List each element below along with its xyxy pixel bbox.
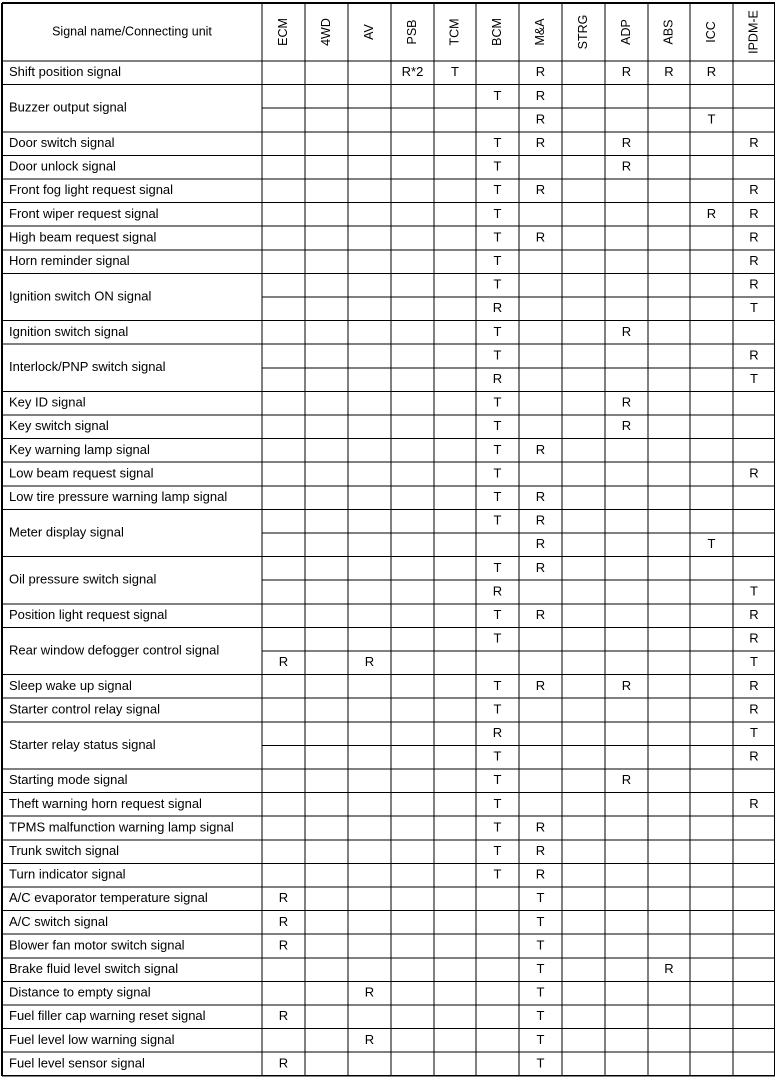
signal-cell-value: R — [278, 654, 289, 670]
signal-name: Key warning lamp signal — [9, 441, 150, 457]
signal-name: Low tire pressure warning lamp signal — [9, 489, 228, 505]
signal-cell-value: R — [749, 748, 759, 764]
signal-cell-value: T — [493, 866, 502, 882]
signal-cell-value: T — [536, 937, 545, 953]
signal-name: Front fog light request signal — [9, 182, 174, 198]
signal-cell-value: T — [493, 795, 502, 811]
signal-cell-value: R — [706, 64, 717, 80]
signal-cell-value: T — [493, 158, 502, 174]
signal-cell-value: R — [278, 890, 289, 906]
signal-cell-value: R — [492, 371, 503, 387]
signal-cell-value: R — [621, 677, 632, 693]
signal-name: Horn reminder signal — [9, 253, 130, 269]
signal-cell-value: R — [621, 64, 632, 80]
signal-cell-value: R — [621, 418, 632, 434]
signal-cell-value: T — [493, 205, 502, 221]
signal-cell-value: T — [750, 654, 758, 670]
signal-cell-value: R — [749, 701, 759, 717]
signal-cell-value: R — [535, 87, 546, 103]
signal-name: Blower fan motor switch signal — [9, 937, 185, 953]
column-header-ma: M&A — [532, 18, 547, 46]
signal-cell-value: T — [707, 536, 716, 552]
signal-cell-value: T — [493, 418, 502, 434]
signal-cell-value: T — [493, 135, 502, 151]
signal-cell-value: R — [535, 607, 546, 623]
signal-name: Shift position signal — [9, 64, 122, 80]
signal-name: Front wiper request signal — [9, 205, 159, 221]
signal-cell-value: R*2 — [401, 64, 424, 80]
column-header-av: AV — [361, 24, 376, 40]
signal-name: Trunk switch signal — [9, 843, 120, 859]
signal-cell-value: R — [492, 300, 503, 316]
signal-name: Starting mode signal — [9, 772, 128, 788]
signal-cell-value: R — [364, 984, 375, 1000]
signal-name: Interlock/PNP switch signal — [9, 359, 166, 375]
signal-name: A/C switch signal — [9, 913, 108, 929]
signal-name: Starter relay status signal — [9, 736, 156, 752]
signal-name: Fuel filler cap warning reset signal — [9, 1008, 206, 1024]
signal-cell-value: T — [750, 725, 758, 741]
signal-cell-value: T — [493, 394, 502, 410]
signal-cell-value: T — [536, 961, 545, 977]
signal-cell-value: R — [749, 135, 759, 151]
signal-cell-value: R — [364, 1031, 375, 1047]
signal-name: Meter display signal — [9, 524, 124, 540]
signal-cell-value: R — [535, 182, 546, 198]
signal-cell-value: R — [535, 489, 546, 505]
signal-name: Position light request signal — [9, 607, 168, 623]
signal-name: Fuel level sensor signal — [9, 1055, 145, 1071]
signal-cell-value: T — [493, 843, 502, 859]
signal-name: Door switch signal — [9, 135, 115, 151]
signal-name: Theft warning horn request signal — [9, 795, 202, 811]
signal-cell-value: R — [749, 253, 759, 269]
signal-cell-value: T — [750, 371, 758, 387]
signal-cell-value: R — [621, 323, 632, 339]
signal-cell-value: T — [750, 300, 758, 316]
signal-cell-value: R — [749, 182, 759, 198]
signal-cell-value: T — [493, 323, 502, 339]
signal-cell-value: R — [706, 205, 717, 221]
signal-name: Door unlock signal — [9, 158, 116, 174]
signal-cell-value: R — [535, 441, 546, 457]
signal-cell-value: T — [493, 748, 502, 764]
column-header-ipdme: IPDM-E — [746, 10, 761, 54]
signal-name: High beam request signal — [9, 229, 157, 245]
signal-cell-value: T — [493, 276, 502, 292]
signal-cell-value: R — [535, 677, 546, 693]
signal-name: Oil pressure switch signal — [9, 571, 157, 587]
signal-cell-value: R — [749, 630, 759, 646]
signal-cell-value: R — [621, 135, 632, 151]
signal-cell-value: T — [707, 111, 716, 127]
signal-cell-value: T — [536, 1055, 545, 1071]
signal-cell-value: T — [536, 913, 545, 929]
column-header-bcm: BCM — [489, 18, 504, 46]
signal-cell-value: R — [621, 772, 632, 788]
signal-cell-value: T — [493, 772, 502, 788]
signal-cell-value: R — [278, 937, 289, 953]
signal-cell-value: R — [535, 559, 546, 575]
signal-cell-value: R — [535, 64, 546, 80]
signal-cell-value: T — [536, 984, 545, 1000]
signal-cell-value: R — [621, 158, 632, 174]
signal-cell-value: R — [664, 64, 674, 80]
signal-cell-value: T — [536, 1008, 545, 1024]
signal-cell-value: R — [664, 961, 674, 977]
signal-cell-value: T — [493, 489, 502, 505]
signal-cell-value: R — [749, 276, 759, 292]
signal-cell-value: R — [749, 205, 759, 221]
column-header-4wd: 4WD — [318, 18, 333, 46]
signal-name: Key switch signal — [9, 418, 109, 434]
signal-cell-value: T — [493, 559, 502, 575]
signal-cell-value: T — [493, 347, 502, 363]
signal-cell-value: T — [451, 64, 459, 80]
signal-cell-value: R — [278, 913, 289, 929]
signal-cell-value: R — [535, 512, 546, 528]
signal-cell-value: R — [535, 135, 546, 151]
signal-cell-value: R — [749, 229, 759, 245]
signal-cell-value: R — [749, 347, 759, 363]
signal-cell-value: T — [493, 229, 502, 245]
column-header-psb: PSB — [404, 19, 419, 45]
signal-cell-value: T — [493, 701, 502, 717]
signal-cell-value: R — [749, 677, 759, 693]
signal-cell-value: T — [493, 441, 502, 457]
signal-cell-value: T — [536, 1031, 545, 1047]
corner-header: Signal name/Connecting unit — [52, 24, 212, 39]
column-header-adp: ADP — [618, 19, 633, 45]
signal-name: Starter control relay signal — [9, 701, 161, 717]
column-header-tcm: TCM — [447, 18, 462, 46]
signal-cell-value: R — [535, 866, 546, 882]
signal-cell-value: T — [493, 819, 502, 835]
signal-cell-value: T — [750, 583, 758, 599]
signal-cell-value: T — [493, 630, 502, 646]
signal-cell-value: R — [278, 1055, 289, 1071]
signal-cell-value: R — [621, 394, 632, 410]
signal-name: Distance to empty signal — [9, 984, 151, 1000]
signal-cell-value: R — [749, 607, 759, 623]
signal-cell-value: T — [536, 890, 545, 906]
signal-cell-value: T — [493, 87, 502, 103]
signal-name: Low beam request signal — [9, 465, 154, 481]
signal-cell-value: T — [493, 253, 502, 269]
column-header-abs: ABS — [661, 19, 676, 45]
signal-cell-value: R — [535, 111, 546, 127]
signal-cell-value: T — [493, 182, 502, 198]
signal-cell-value: R — [749, 465, 759, 481]
signal-cell-value: R — [278, 1008, 289, 1024]
signal-name: TPMS malfunction warning lamp signal — [9, 819, 234, 835]
signal-cell-value: T — [493, 677, 502, 693]
signal-name: Sleep wake up signal — [9, 677, 132, 693]
signal-cell-value: R — [535, 536, 546, 552]
signal-name: Ignition switch signal — [9, 323, 129, 339]
signal-cell-value: R — [364, 654, 375, 670]
signal-cell-value: T — [493, 465, 502, 481]
signal-cell-value: R — [535, 843, 546, 859]
signal-name: Key ID signal — [9, 394, 86, 410]
signal-cell-value: R — [535, 229, 546, 245]
signal-cell-value: T — [493, 607, 502, 623]
signal-name: A/C evaporator temperature signal — [9, 890, 208, 906]
signal-name: Turn indicator signal — [9, 866, 126, 882]
signal-name: Buzzer output signal — [9, 99, 127, 115]
column-header-ecm: ECM — [275, 18, 290, 46]
signal-cell-value: R — [492, 583, 503, 599]
column-header-icc: ICC — [703, 21, 718, 43]
column-header-strg: STRG — [575, 14, 590, 50]
signal-cell-value: T — [493, 512, 502, 528]
signal-name: Brake fluid level switch signal — [9, 961, 179, 977]
signal-cell-value: R — [535, 819, 546, 835]
signal-cell-value: R — [492, 725, 503, 741]
signal-name: Rear window defogger control signal — [9, 642, 220, 658]
signal-name: Fuel level low warning signal — [9, 1031, 175, 1047]
signal-name: Ignition switch ON signal — [9, 288, 152, 304]
signal-cell-value: R — [749, 795, 759, 811]
